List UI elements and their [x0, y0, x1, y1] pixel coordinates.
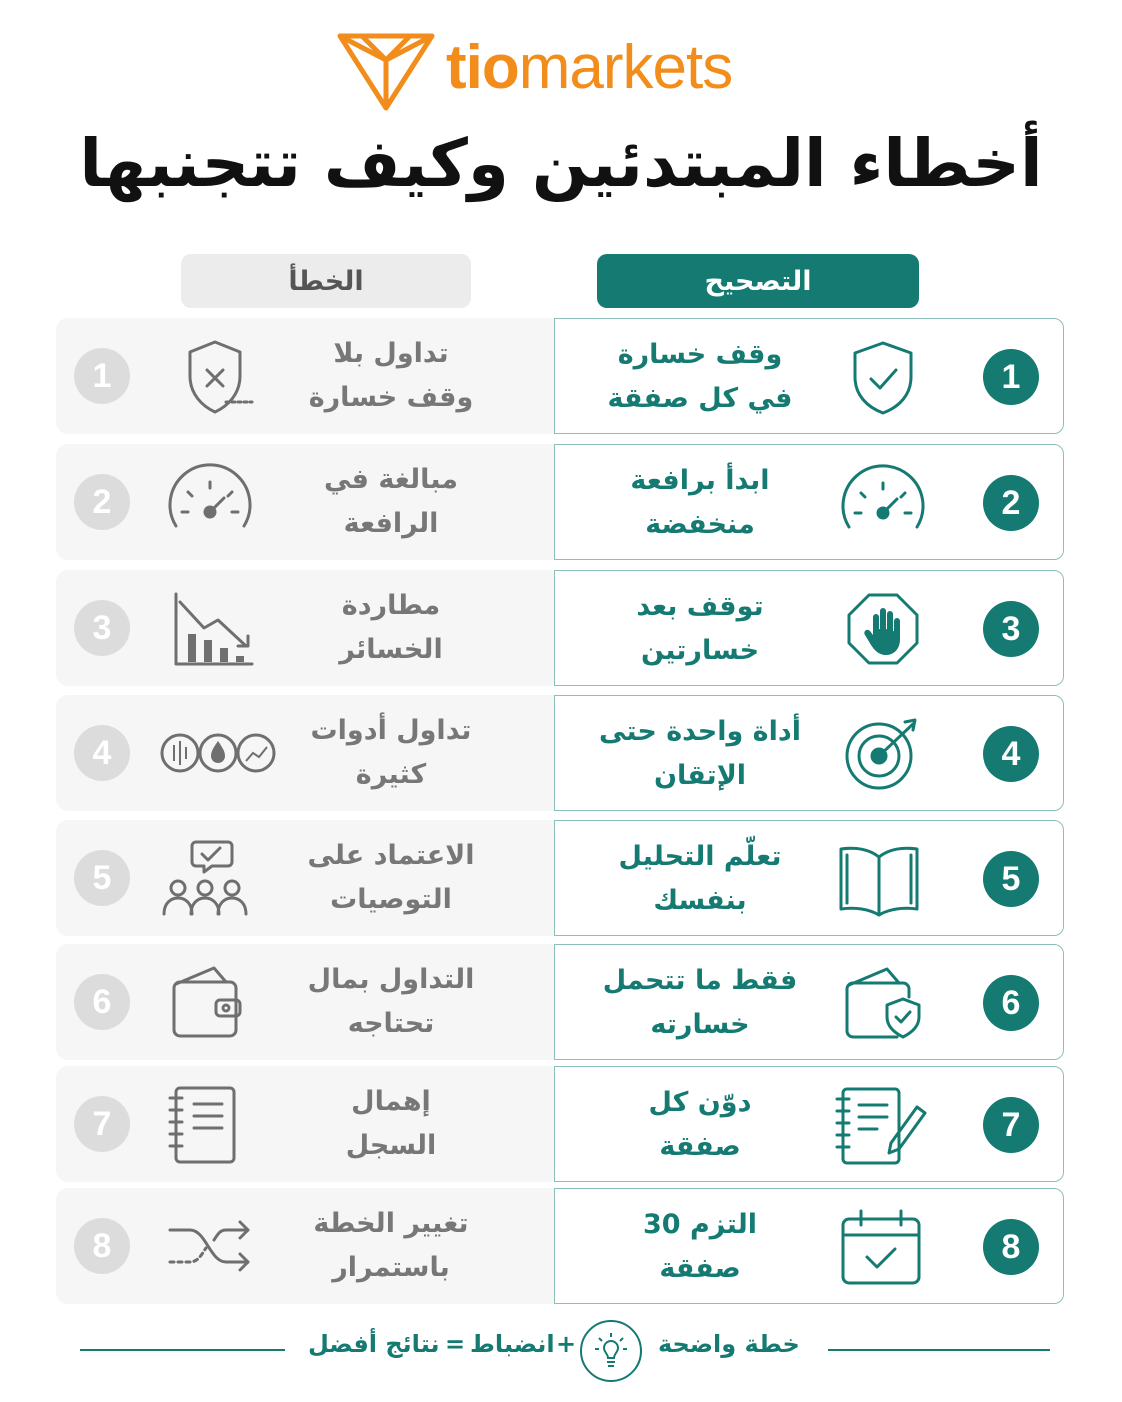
logo-mark-icon: [336, 30, 436, 112]
fix-cell: [554, 1066, 1064, 1182]
fix-text: فقط ما تتحمل خسارته: [602, 965, 798, 1040]
error-text: تداول بلا وقف خسارة: [308, 338, 474, 413]
error-cell: [56, 570, 556, 686]
fix-number: 3: [983, 601, 1039, 657]
calendar-check-icon: [833, 1207, 933, 1289]
fix-icon-wrap: [833, 839, 933, 919]
group-chat-icon: [160, 838, 260, 920]
error-number: 7: [74, 1096, 130, 1152]
fix-cell: [554, 820, 1064, 936]
fix-cell: [554, 444, 1064, 560]
gauge-icon: [833, 463, 933, 545]
notebook-pen-icon: [833, 1085, 933, 1167]
mistake-row: [56, 570, 1064, 686]
shield-check-icon: [833, 337, 933, 419]
error-text: تداول أدوات كثيرة: [310, 715, 472, 790]
fix-icon-wrap: [833, 963, 933, 1043]
error-icon-wrap: [160, 588, 270, 668]
footer-result: نتائج أفضل: [308, 1330, 440, 1358]
error-cell: [56, 820, 556, 936]
footer-plan: خطة واضحة: [658, 1330, 800, 1358]
error-icon-wrap: [160, 962, 270, 1042]
brand-tio: tio: [446, 33, 519, 102]
brand-markets: markets: [518, 33, 733, 102]
fix-text: أداة واحدة حتى الإتقان: [599, 716, 801, 791]
error-number: 3: [74, 600, 130, 656]
error-icon-wrap: [160, 838, 270, 918]
error-text: مبالغة في الرافعة: [323, 464, 459, 539]
multiple-assets-icon: [160, 713, 278, 795]
fix-text: ابدأ برافعة منخفضة: [630, 465, 770, 540]
fix-cell: [554, 570, 1064, 686]
error-number: 5: [74, 850, 130, 906]
error-icon-wrap: [160, 462, 270, 542]
shuffle-icon: [160, 1206, 260, 1288]
error-number: 2: [74, 474, 130, 530]
error-number: 4: [74, 725, 130, 781]
error-text: مطاردة الخسائر: [339, 590, 443, 665]
fix-text: تعلّم التحليل بنفسك: [618, 841, 782, 916]
brand-logo: [0, 30, 1122, 120]
error-cell: [56, 944, 556, 1060]
brand-wordmark: [446, 32, 732, 103]
error-text: تغيير الخطة باستمرار: [313, 1208, 469, 1283]
error-cell: [56, 444, 556, 560]
fix-cell: [554, 318, 1064, 434]
target-icon: [833, 714, 933, 796]
error-cell: [56, 695, 556, 811]
fix-icon-wrap: [833, 589, 933, 669]
footer-discipline: انضباط: [470, 1330, 555, 1358]
fix-number: 5: [983, 851, 1039, 907]
declining-chart-icon: [160, 588, 260, 670]
fix-number: 6: [983, 975, 1039, 1031]
mistake-row: [56, 318, 1064, 434]
fix-number: 4: [983, 726, 1039, 782]
stop-hand-icon: [833, 589, 933, 671]
fix-text: دوّن كل صفقة: [648, 1087, 752, 1162]
fix-icon-wrap: [833, 463, 933, 543]
fix-number: 7: [983, 1097, 1039, 1153]
shield-x-icon: [160, 336, 260, 418]
mistake-row: [56, 444, 1064, 560]
error-icon-wrap: [160, 1084, 270, 1164]
mistake-row: [56, 695, 1064, 811]
fix-number: 8: [983, 1219, 1039, 1275]
error-number: 1: [74, 348, 130, 404]
header-fix: التصحيح: [597, 254, 919, 308]
fix-icon-wrap: [833, 337, 933, 417]
error-number: 8: [74, 1218, 130, 1274]
error-cell: [56, 1188, 556, 1304]
fix-number: 1: [983, 349, 1039, 405]
fix-text: وقف خسارة في كل صفقة: [607, 339, 793, 414]
footer-equals: =: [445, 1330, 466, 1358]
wallet-icon: [160, 962, 260, 1044]
fix-text: التزم 30 صفقة: [643, 1209, 757, 1284]
footer-line-right: [828, 1349, 1050, 1351]
error-icon-wrap: [160, 336, 270, 416]
header-error: الخطأ: [181, 254, 471, 308]
fix-icon-wrap: [833, 714, 933, 794]
open-book-icon: [833, 839, 933, 921]
gauge-icon: [160, 462, 260, 544]
notebook-icon: [160, 1084, 260, 1166]
footer-plus: +: [556, 1330, 577, 1358]
fix-cell: [554, 1188, 1064, 1304]
page-title: أخطاء المبتدئين وكيف تتجنبها: [79, 125, 1043, 202]
fix-icon-wrap: [833, 1207, 933, 1287]
fix-icon-wrap: [833, 1085, 933, 1165]
fix-text: توقف بعد خسارتين: [636, 591, 764, 666]
mistake-row: [56, 820, 1064, 936]
wallet-shield-icon: [833, 963, 933, 1045]
fix-cell: [554, 695, 1064, 811]
mistake-row: [56, 1188, 1064, 1304]
fix-number: 2: [983, 475, 1039, 531]
mistake-row: [56, 944, 1064, 1060]
error-icon-wrap: [160, 1206, 270, 1286]
error-cell: [56, 318, 556, 434]
error-icon-wrap: [160, 713, 270, 793]
footer-formula: [0, 1320, 1122, 1380]
error-text: التداول بمال تحتاجه: [307, 964, 475, 1039]
footer-line-left: [80, 1349, 285, 1351]
mistake-row: [56, 1066, 1064, 1182]
fix-cell: [554, 944, 1064, 1060]
lightbulb-icon: [580, 1320, 642, 1382]
error-text: إهمال السجل: [345, 1086, 437, 1161]
error-text: الاعتماد على التوصيات: [307, 840, 475, 915]
error-cell: [56, 1066, 556, 1182]
error-number: 6: [74, 974, 130, 1030]
